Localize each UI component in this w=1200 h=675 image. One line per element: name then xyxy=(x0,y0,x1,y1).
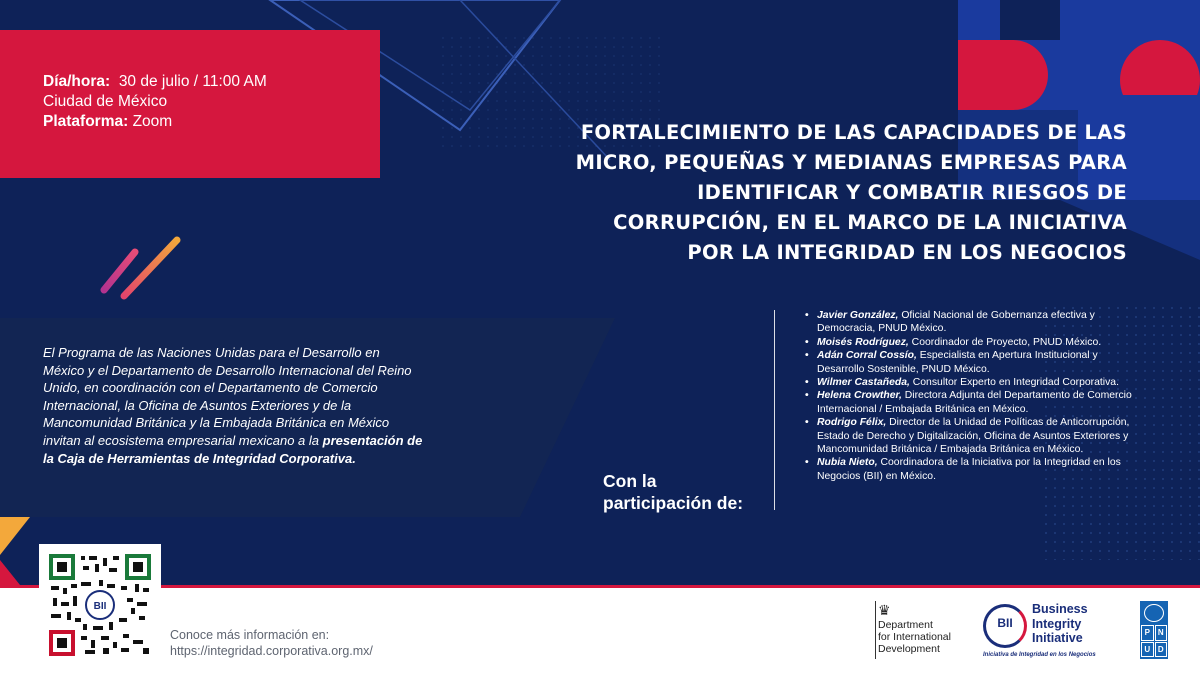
divider xyxy=(774,310,775,510)
event-info xyxy=(43,72,267,132)
participation-label: Con la participación de: xyxy=(603,471,744,513)
list-item: • Helena Crowther, Directora Adjunta del Departamento de Comercio Internacional / Embajada Británica en México. xyxy=(805,389,1135,416)
qr-code-icon xyxy=(47,552,153,658)
undp-logo: P N U D xyxy=(1140,601,1168,659)
dfid-logo: ♛ Department for International Development xyxy=(875,601,970,661)
un-emblem-icon xyxy=(1144,604,1164,622)
qr-center-label: BII xyxy=(93,601,107,612)
list-item: • Rodrigo Félix, Director de la Unidad de Políticas de Anticorrupción, Estado de Derecho y Digitalización, Oficina de Asuntos Exteriores y Mancomunidad Británica / Embajada Británica en México. xyxy=(805,416,1135,456)
list-item: • Nubia Nieto, Coordinadora de la Iniciativa por la Integridad en los Negocios (BII) en México. xyxy=(805,456,1135,483)
website-link[interactable]: https://integridad.corporativa.org.mx/ xyxy=(170,644,373,658)
bii-logo: BII Business Integrity Initiative Iniciativa de Integridad en los Negocios xyxy=(983,602,1096,658)
list-item: • Wilmer Castañeda, Consultor Experto en Integridad Corporativa. xyxy=(805,376,1135,389)
event-city: Ciudad de México xyxy=(43,93,168,110)
list-item: • Moisés Rodríguez, Coordinador de Proyecto, PNUD México. xyxy=(805,336,1135,349)
event-platform: Plataforma: Zoom xyxy=(43,113,173,130)
royal-crest-icon: ♛ xyxy=(878,602,891,618)
qr-code[interactable] xyxy=(39,544,161,666)
event-title: FORTALECIMIENTO DE LAS CAPACIDADES DE LAS MICRO, PEQUEÑAS Y MEDIANAS EMPRESAS PARA IDENTIFICAR Y COMBATIR RIESGOS DE CORRUPCIÓN, EN EL MARCO DE LA INICIATIVA POR LA INTEGRIDAD EN LOS NEGOCIOS xyxy=(575,121,1127,264)
list-item: • Adán Corral Cossío, Especialista en Apertura Institucional y Desarrollo Sostenible, PNUD México. xyxy=(805,349,1135,376)
intro-paragraph: El Programa de las Naciones Unidas para el Desarrollo en México y el Departamento de Desarrollo Internacional del Reino Unido, en coordinación con el Departamento de Comercio Internacional, la Oficina de Asuntos Exteriores y de la Mancomunidad Británica y la Embajada Británica en México invitan al ecosistema empresarial mexicano a la presentación de la Caja de Herramientas de Integridad Corporativa. xyxy=(43,345,423,466)
event-datetime: Día/hora: 30 de julio / 11:00 AM xyxy=(43,73,267,90)
more-info: Conoce más información en: https://integridad.corporativa.org.mx/ xyxy=(170,628,373,658)
list-item: • Javier González, Oficial Nacional de Gobernanza efectiva y Democracia, PNUD México. xyxy=(805,309,1135,336)
participants-list xyxy=(805,309,1135,483)
